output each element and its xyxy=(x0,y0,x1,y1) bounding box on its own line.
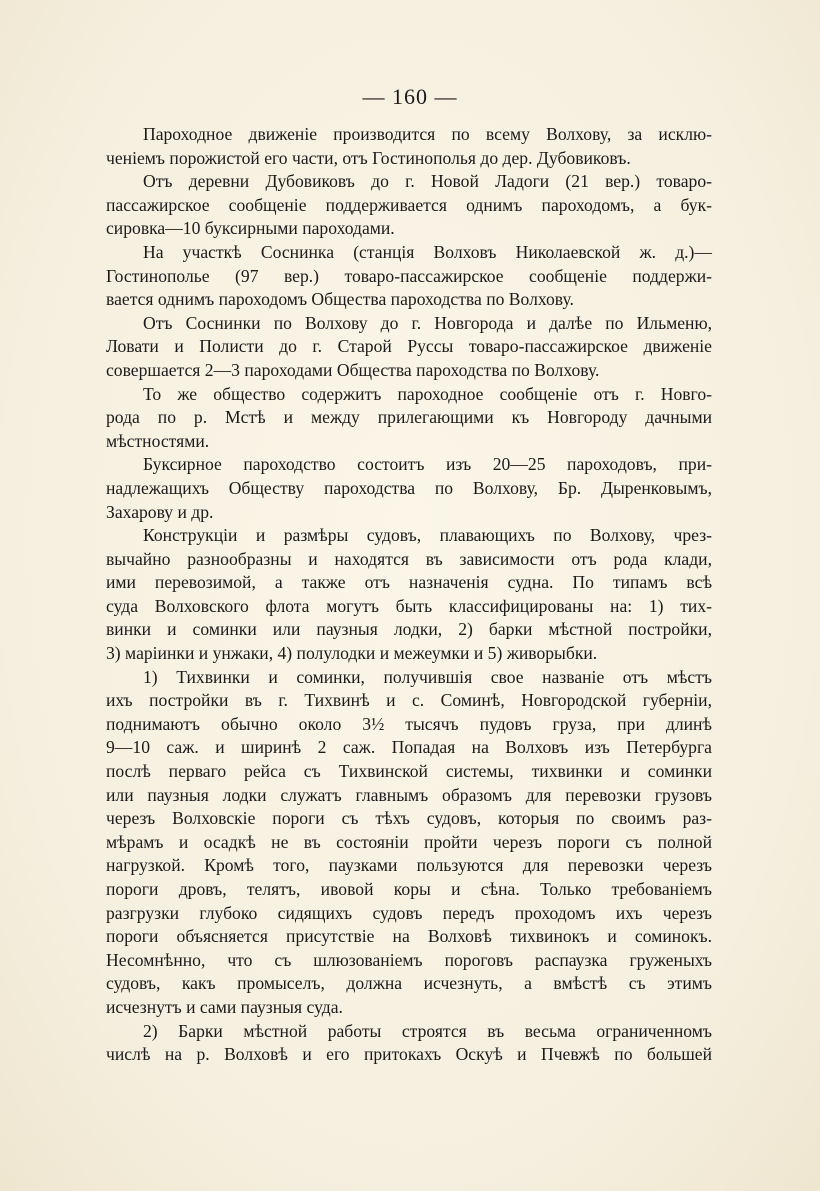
text-line: винки и соминки или паузныя лодки, 2) барки мѣстной постройки, xyxy=(106,619,712,640)
text-line: судовъ, какъ промыселъ, должна исчезнуть, а вмѣстѣ съ этимъ xyxy=(106,973,712,994)
text-line: На участкѣ Соснинка (станція Волховъ Николаевской ж. д.)— xyxy=(143,241,712,262)
paragraph xyxy=(106,453,712,524)
paragraph xyxy=(106,241,712,312)
text-line: ими перевозимой, а также отъ назначенія судна. По типамъ всѣ xyxy=(106,572,712,593)
text-line: разгрузки глубоко сидящихъ судовъ передъ проходомъ ихъ черезъ xyxy=(106,902,712,923)
text-line: То же общество содержитъ пароходное сообщеніе отъ г. Новго- xyxy=(143,383,712,404)
paragraph xyxy=(106,170,712,241)
text-line: пассажирское сообщеніе поддерживается однимъ пароходомъ, а бук- xyxy=(106,194,712,215)
body-text xyxy=(106,123,712,1067)
text-line: черезъ Волховскіе пороги съ тѣхъ судовъ, которыя по своимъ раз- xyxy=(106,808,712,829)
text-line: вается однимъ пароходомъ Общества пароходства по Волхову. xyxy=(106,289,574,310)
paragraph xyxy=(106,666,712,1020)
text-line: ихъ постройки въ г. Тихвинѣ и с. Соминѣ, Новгородской губерніи, xyxy=(106,690,712,711)
text-line: Отъ Соснинки по Волхову до г. Новгорода и далѣе по Ильменю, xyxy=(143,312,712,333)
text-line: 3) маріинки и унжаки, 4) полулодки и межеумки и 5) живорыбки. xyxy=(106,643,598,664)
paragraph xyxy=(106,312,712,383)
text-line: числѣ на р. Волховѣ и его притокахъ Оскуѣ и Пчевжѣ по большей xyxy=(106,1044,712,1065)
text-line: поднимаютъ обычно около 3½ тысячъ пудовъ груза, при длинѣ xyxy=(106,713,712,734)
text-line: 2) Барки мѣстной работы строятся въ весьма ограниченномъ xyxy=(143,1020,712,1041)
text-line: надлежащихъ Обществу пароходства по Волхову, Бр. Дыренковымъ, xyxy=(106,477,712,498)
text-line: Гостинополье (97 вер.) товаро-пассажирское сообщеніе поддержи- xyxy=(106,265,712,286)
text-line: мѣстностями. xyxy=(106,430,210,451)
text-line: суда Волховского флота могутъ быть классифицированы на: 1) тих- xyxy=(106,595,712,616)
text-line: рода по р. Мстѣ и между прилегающими къ Новгороду дачными xyxy=(106,407,712,428)
text-line: Ловати и Полисти до г. Старой Руссы товаро-пассажирское движеніе xyxy=(106,336,712,357)
text-line: ченіемъ порожистой его части, отъ Гостинополья до дер. Дубовиковъ. xyxy=(106,147,631,168)
text-line: Конструкціи и размѣры судовъ, плавающихъ по Волхову, чрез- xyxy=(143,525,712,546)
text-line: Несомнѣнно, что съ шлюзованіемъ пороговъ распаузка груженыхъ xyxy=(106,949,712,970)
text-line: совершается 2—3 пароходами Общества пароходства по Волхову. xyxy=(106,359,600,380)
text-line: Буксирное пароходство состоитъ изъ 20—25 пароходовъ, при- xyxy=(143,454,712,475)
text-line: пороги дровъ, телятъ, ивовой коры и сѣна. Только требованіемъ xyxy=(106,879,712,899)
text-line: или паузныя лодки служатъ главнымъ образомъ для перевозки грузовъ xyxy=(106,784,712,805)
text-line: исчезнутъ и сами паузныя суда. xyxy=(106,996,343,1017)
text-line: послѣ перваго рейса съ Тихвинской системы, тихвинки и соминки xyxy=(106,761,712,782)
text-line: мѣрамъ и осадкѣ не въ состояніи пройти черезъ пороги съ полной xyxy=(106,831,712,852)
page-number: — 160 — xyxy=(362,84,458,109)
paragraph xyxy=(106,383,712,454)
text-line: Отъ деревни Дубовиковъ до г. Новой Ладоги (21 вер.) товаро- xyxy=(143,171,712,192)
text-line: сировка—10 буксирными пароходами. xyxy=(106,218,395,239)
text-line: вычайно разнообразны и находятся въ зависимости отъ рода клади, xyxy=(106,548,712,569)
text-line: Пароходное движеніе производится по всему Волхову, за исклю- xyxy=(143,124,712,144)
text-line: нагрузкой. Кромѣ того, паузками пользуются для перевозки черезъ xyxy=(106,855,712,876)
paragraph xyxy=(106,524,712,666)
text-line: пороги объясняется присутствіе на Волховѣ тихвинокъ и соминокъ. xyxy=(106,926,712,947)
text-line: 1) Тихвинки и соминки, получившія свое названіе отъ мѣстъ xyxy=(143,666,712,687)
text-line: 9—10 саж. и ширинѣ 2 саж. Попадая на Волховъ изъ Петербурга xyxy=(106,737,712,758)
paragraph xyxy=(106,1020,712,1067)
paragraph xyxy=(106,123,712,170)
text-line: Захарову и др. xyxy=(106,501,214,522)
